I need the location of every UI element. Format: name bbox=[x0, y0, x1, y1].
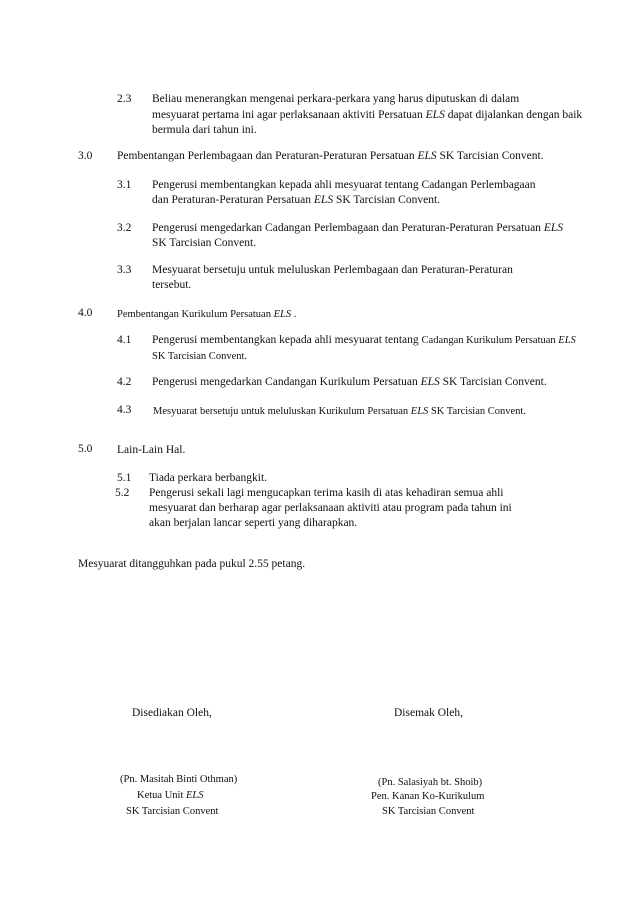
item-4-2-text: Pengerusi mengedarkan Candangan Kurikulum Persatuan ELS SK Tarcisian Convent. bbox=[152, 376, 547, 388]
reviewed-by-name: (Pn. Salasiyah bt. Shoib) bbox=[378, 777, 483, 788]
item-3-2-line-1: Pengerusi mengedarkan Cadangan Perlembagaan dan Peraturan-Peraturan Persatuan ELS bbox=[152, 222, 563, 234]
item-3-1-line-2: dan Peraturan-Peraturan Persatuan ELS SK Tarcisian Convent. bbox=[152, 194, 441, 206]
item-2-3-line-2: mesyuarat pertama ini agar perlaksanaan aktiviti Persatuan ELS dapat dijalankan dengan baik bbox=[152, 109, 583, 121]
item-5-2-number: 5.2 bbox=[115, 487, 130, 499]
item-5-2-line-1: Pengerusi sekali lagi mengucapkan terima kasih di atas kehadiran semua ahli bbox=[149, 487, 504, 499]
item-4-1-line-2: SK Tarcisian Convent. bbox=[152, 351, 248, 362]
item-5-1-text: Tiada perkara berbangkit. bbox=[149, 472, 268, 484]
reviewed-by-school: SK Tarcisian Convent bbox=[382, 806, 475, 817]
closing-statement: Mesyuarat ditangguhkan pada pukul 2.55 petang. bbox=[78, 558, 306, 570]
section-3-title: Pembentangan Perlembagaan dan Peraturan-Peraturan Persatuan ELS SK Tarcisian Convent. bbox=[117, 150, 544, 162]
item-5-1-number: 5.1 bbox=[117, 472, 132, 484]
item-2-3-line-3: bermula dari tahun ini. bbox=[152, 124, 257, 136]
item-4-1-number: 4.1 bbox=[117, 334, 132, 346]
section-5-number: 5.0 bbox=[78, 443, 93, 455]
item-4-2-number: 4.2 bbox=[117, 376, 132, 388]
section-3-number: 3.0 bbox=[78, 150, 93, 162]
item-3-3-line-1: Mesyuarat bersetuju untuk meluluskan Perlembagaan dan Peraturan-Peraturan bbox=[152, 264, 513, 276]
item-2-3-number: 2.3 bbox=[117, 93, 132, 105]
item-5-2-line-3: akan berjalan lancar seperti yang diharapkan. bbox=[149, 517, 358, 529]
item-3-1-number: 3.1 bbox=[117, 179, 132, 191]
item-4-1-line-1: Pengerusi membentangkan kepada ahli mesyuarat tentang Cadangan Kurikulum Persatuan ELS bbox=[152, 334, 576, 346]
item-2-3-line-1: Beliau menerangkan mengenai perkara-perkara yang harus diputuskan di dalam bbox=[152, 93, 520, 105]
section-5-title: Lain-Lain Hal. bbox=[117, 444, 186, 456]
item-3-3-number: 3.3 bbox=[117, 264, 132, 276]
item-3-3-line-2: tersebut. bbox=[152, 279, 192, 291]
reviewed-by-label: Disemak Oleh, bbox=[394, 707, 463, 719]
item-4-3-text: Mesyuarat bersetuju untuk meluluskan Kurikulum Persatuan ELS SK Tarcisian Convent. bbox=[153, 406, 526, 417]
prepared-by-label: Disediakan Oleh, bbox=[132, 707, 212, 719]
item-4-3-number: 4.3 bbox=[117, 404, 132, 416]
item-3-2-line-2: SK Tarcisian Convent. bbox=[152, 237, 257, 249]
section-4-title: Pembentangan Kurikulum Persatuan ELS . bbox=[117, 309, 297, 320]
item-5-2-line-2: mesyuarat dan berharap agar perlaksanaan aktiviti atau program pada tahun ini bbox=[149, 502, 512, 514]
reviewed-by-role: Pen. Kanan Ko-Kurikulum bbox=[371, 791, 485, 802]
item-3-1-line-1: Pengerusi membentangkan kepada ahli mesyuarat tentang Cadangan Perlembagaan bbox=[152, 179, 536, 191]
item-3-2-number: 3.2 bbox=[117, 222, 132, 234]
prepared-by-role: Ketua Unit ELS bbox=[137, 790, 204, 801]
section-4-number: 4.0 bbox=[78, 307, 93, 319]
prepared-by-school: SK Tarcisian Convent bbox=[126, 806, 219, 817]
prepared-by-name: (Pn. Masitah Binti Othman) bbox=[120, 774, 238, 785]
